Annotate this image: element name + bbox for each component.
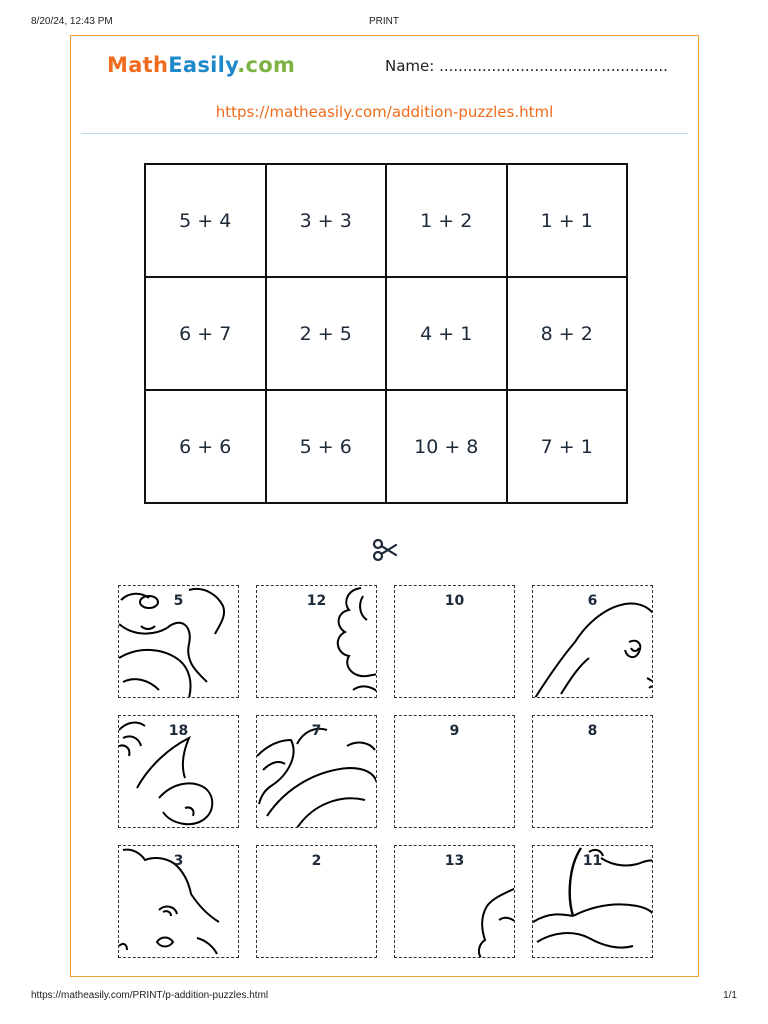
puzzle-piece[interactable]	[532, 845, 653, 958]
problem-cell: 6 + 7	[145, 277, 266, 390]
problem-cell: 10 + 8	[386, 390, 507, 503]
print-url: https://matheasily.com/PRINT/p-addition-puzzles.html	[31, 990, 269, 1001]
piece-answer: 13	[444, 853, 465, 869]
matheasily-logo	[107, 53, 295, 77]
piece-answer: 6	[587, 593, 598, 609]
worksheet-url[interactable]: https://matheasily.com/addition-puzzles.html	[215, 103, 554, 121]
puzzle-piece[interactable]	[394, 845, 515, 958]
piece-answer: 11	[582, 853, 603, 869]
piece-answer: 5	[173, 593, 184, 609]
piece-answer: 8	[587, 723, 598, 739]
problem-cell: 1 + 1	[507, 164, 628, 277]
problem-cell: 1 + 2	[386, 164, 507, 277]
puzzle-piece[interactable]	[118, 845, 239, 958]
puzzle-piece[interactable]	[256, 585, 377, 698]
problem-cell: 3 + 3	[266, 164, 387, 277]
print-title: PRINT	[369, 16, 399, 27]
worksheet-page	[70, 35, 699, 977]
scissors-icon	[371, 536, 399, 564]
print-datetime: 8/20/24, 12:43 PM	[31, 16, 113, 27]
print-page-number: 1/1	[723, 990, 737, 1001]
puzzle-piece[interactable]	[256, 715, 377, 828]
puzzle-piece[interactable]	[118, 715, 239, 828]
print-header	[31, 16, 737, 30]
piece-answer: 12	[306, 593, 327, 609]
puzzle-piece[interactable]	[256, 845, 377, 958]
puzzle-piece[interactable]	[532, 585, 653, 698]
piece-answer: 10	[444, 593, 465, 609]
problem-cell: 7 + 1	[507, 390, 628, 503]
addition-problem-grid	[144, 163, 628, 504]
problem-cell: 8 + 2	[507, 277, 628, 390]
logo-easily: Easily	[168, 53, 238, 77]
piece-answer: 9	[449, 723, 460, 739]
puzzle-piece[interactable]	[394, 715, 515, 828]
logo-com: .com	[237, 53, 296, 77]
piece-answer: 18	[168, 723, 189, 739]
problem-cell: 2 + 5	[266, 277, 387, 390]
puzzle-piece[interactable]	[532, 715, 653, 828]
puzzle-piece[interactable]	[394, 585, 515, 698]
problem-cell: 5 + 6	[266, 390, 387, 503]
piece-answer: 2	[311, 853, 322, 869]
piece-answer: 3	[173, 853, 184, 869]
problem-cell: 6 + 6	[145, 390, 266, 503]
puzzle-piece[interactable]	[118, 585, 239, 698]
problem-cell: 4 + 1	[386, 277, 507, 390]
header-divider	[81, 133, 688, 134]
print-footer	[31, 990, 737, 1004]
piece-answer: 7	[311, 723, 322, 739]
logo-math: Math	[107, 53, 169, 77]
problem-cell: 5 + 4	[145, 164, 266, 277]
name-field-label: Name: ................................................	[385, 57, 668, 75]
